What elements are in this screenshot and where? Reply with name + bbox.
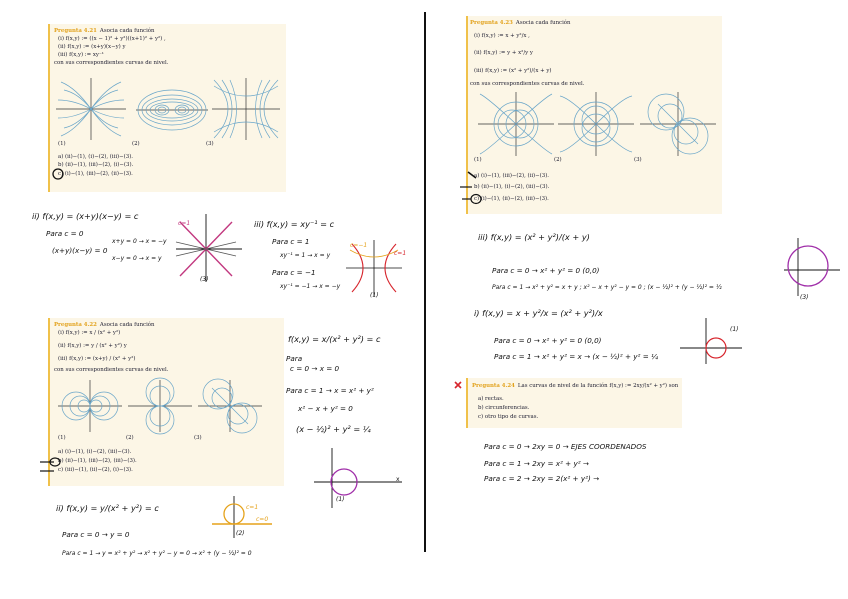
sketch-circle-4 — [678, 316, 744, 366]
note-branch-1: x+y = 0 → x = −y — [112, 238, 167, 245]
note-q2-ii-c0: Para c = 0 → y = 0 — [62, 530, 130, 539]
question-title: Las curvas de nivel de la función f(x,y) := 2xy/(x² + y²) son — [517, 383, 679, 389]
contour-plot-3 — [198, 380, 262, 432]
contour-plot-1 — [58, 380, 122, 432]
page-divider — [424, 12, 426, 552]
function-i: (i) f(x,y) := x + y²/x , — [474, 33, 530, 39]
note-c1-eq: xy⁻¹ = 1 → x = y — [280, 252, 331, 259]
question-header — [54, 28, 155, 35]
note-q2-ii-title: ii) f(x,y) = y/(x² + y²) = c — [56, 503, 159, 513]
note-label-c1c: c=1 — [246, 504, 259, 511]
option-b[interactable]: b) (ii)−(1), (iii)−(2), (i)−(3). — [58, 162, 134, 168]
question-tail: con sus correspondientes curvas de nivel. — [54, 60, 169, 66]
note-label-cm1: c=−1 — [350, 242, 368, 249]
note-c0-x0: c = 0 → x = 0 — [290, 364, 340, 373]
contour-plot-1 — [56, 78, 126, 140]
plot-caption-3: (3) — [194, 435, 202, 441]
contour-plot-3 — [640, 92, 716, 156]
note-circle-eq: (x − ½)² + y² = ¼ — [296, 424, 371, 434]
option-c[interactable]: c) (i)−(1), (iii)−(2), (ii)−(3). — [58, 171, 133, 177]
note-branch-2: x−y = 0 → x = y — [112, 255, 162, 262]
contour-plot-2 — [558, 92, 634, 156]
note-para: Para — [286, 354, 303, 363]
option-b[interactable]: b) circunferencias. — [478, 405, 530, 411]
note-sketch-label: (1) — [336, 496, 345, 503]
question-tag: Pregunta 4.21 — [54, 28, 97, 34]
note-q4-c2: Para c = 2 → 2xy = 2(x² + y²) → — [484, 474, 600, 483]
option-a[interactable]: a) rectas. — [478, 396, 504, 402]
note-r-c0: Para c = 0 → x² + y² = 0 (0,0) — [492, 266, 600, 275]
note-q4-c0: Para c = 0 → 2xy = 0 → EJES COORDENADOS — [484, 442, 647, 451]
note-r-iii-title: iii) f(x,y) = (x² + y²)/(x + y) — [478, 232, 590, 242]
function-iii: (iii) f(x,y) := (x+y) / (x² + y²) — [58, 356, 136, 362]
contour-plot-3 — [212, 78, 280, 140]
question-header — [54, 322, 155, 329]
sketch-circle-3 — [782, 236, 842, 298]
function-iii: (iii) f(x,y) := xy⁻¹ — [58, 52, 104, 58]
note-r-i-title: i) f(x,y) = x + y²/x = (x² + y²)/x — [474, 308, 603, 318]
note-cm1-eq: xy⁻¹ = −1 → x = −y — [280, 283, 341, 290]
question-tag: Pregunta 4.22 — [54, 322, 97, 328]
note-factor: (x+y)(x−y) = 0 — [52, 246, 108, 255]
plot-caption-1: (1) — [58, 141, 66, 147]
note-label-c0: c=0 — [256, 516, 269, 523]
function-i: (i) f(x,y) := ((x − 1)² + y²)((x+1)² + y²) , — [58, 36, 166, 42]
function-i: (i) f(x,y) := x / (x² + y²) — [58, 330, 121, 336]
plot-caption-2: (2) — [554, 157, 562, 163]
note-sketch-label-2: (2) — [236, 530, 245, 537]
note-quad: x² − x + y² = 0 — [298, 404, 353, 413]
note-q2-ii-c1: Para c = 1 → y = x² + y² → x² + y² − y = 0 → x² + (y − ½)² = 0 — [62, 550, 252, 557]
question-title: Asocia cada función — [515, 20, 571, 26]
contour-plot-2 — [136, 84, 208, 136]
note-r-c1: Para c = 1 → x² + y² = x + y ; x² − x + y² − y = 0 ; (x − ½)² + (y − ½)² = ½ — [492, 284, 722, 291]
question-tag: Pregunta 4.23 — [470, 20, 513, 26]
flag-icon — [453, 380, 463, 390]
selected-circle-mark — [40, 455, 60, 475]
option-c[interactable]: c) (iii)−(1), (ii)−(2), (i)−(3). — [58, 467, 133, 473]
selected-circle-mark — [458, 170, 482, 206]
function-iii: (iii) f(x,y) := (x² + y²)/(x + y) — [474, 68, 552, 74]
note-ii-title: ii) f(x,y) = (x+y)(x−y) = c — [32, 211, 139, 221]
option-b[interactable]: b) (ii)−(1), (iii)−(2), (iii)−(3). — [58, 458, 137, 464]
function-ii: (ii) f(x,y) := y + x²/y y — [474, 50, 533, 56]
note-sketch-label-3: (3) — [200, 276, 209, 283]
note-label-c1: c=1 — [178, 220, 191, 227]
function-ii: (ii) f(x,y) := (x+y)(x−y) y — [58, 44, 126, 50]
question-tail: con sus correspondientes curvas de nivel. — [54, 367, 169, 373]
function-ii: (ii) f(x,y) := y / (x² + y²) y — [58, 343, 127, 349]
option-c[interactable]: c) otro tipo de curvas. — [478, 414, 539, 420]
selected-circle-mark — [52, 168, 64, 180]
plot-caption-3: (3) — [634, 157, 642, 163]
plot-caption-2: (2) — [126, 435, 134, 441]
contour-plot-2 — [128, 380, 192, 432]
note-label-c1b: c=1 — [394, 250, 407, 257]
note-c1-eq: Para c = 1 → x = x² + y² — [286, 386, 374, 395]
question-header — [470, 20, 571, 27]
question-tail: con sus correspondientes curvas de nivel. — [470, 81, 585, 87]
note-c1: Para c = 1 — [272, 237, 310, 246]
contour-plot-1 — [478, 92, 554, 156]
question-tag: Pregunta 4.24 — [472, 383, 515, 389]
question-title: Asocia cada función — [99, 28, 155, 34]
plot-caption-1: (1) — [58, 435, 66, 441]
plot-caption-1: (1) — [474, 157, 482, 163]
note-q2-title: f(x,y) = x/(x² + y²) = c — [288, 334, 381, 344]
option-b[interactable]: b) (ii)−(1), (i)−(2), (iii)−(3). — [474, 184, 550, 190]
option-a[interactable]: a) (ii)−(1), (i)−(2), (iii)−(3). — [58, 154, 134, 160]
sketch-circle-1 — [310, 446, 406, 510]
question-title: Asocia cada función — [99, 322, 155, 328]
note-sketch-label-4: (1) — [730, 326, 739, 333]
note-r-i-c0: Para c = 0 → x² + y² = 0 (0,0) — [494, 336, 602, 345]
note-r-i-c1: Para c = 1 → x² + y² = x → (x − ½)² + y² = ¼ — [494, 352, 658, 361]
option-c[interactable]: c) (i)−(1), (ii)−(2), (iii)−(3). — [474, 196, 549, 202]
note-sketch-label-1: (1) — [370, 292, 379, 299]
option-a[interactable]: a) (i)−(1), (iii)−(2), (ii)−(3). — [474, 173, 550, 179]
option-a[interactable]: a) (i)−(1), (i)−(2), (iii)−(3). — [58, 449, 132, 455]
plot-caption-3: (3) — [206, 141, 214, 147]
note-axis-x: x — [396, 476, 400, 483]
note-cm1: Para c = −1 — [272, 268, 316, 277]
note-iii-title: iii) f(x,y) = xy⁻¹ = c — [254, 219, 335, 229]
note-sketch-label-3: (3) — [800, 294, 809, 301]
question-header — [472, 383, 678, 390]
note-c0: Para c = 0 — [46, 229, 84, 238]
plot-caption-2: (2) — [132, 141, 140, 147]
note-q4-c1: Para c = 1 → 2xy = x² + y² → — [484, 459, 589, 468]
